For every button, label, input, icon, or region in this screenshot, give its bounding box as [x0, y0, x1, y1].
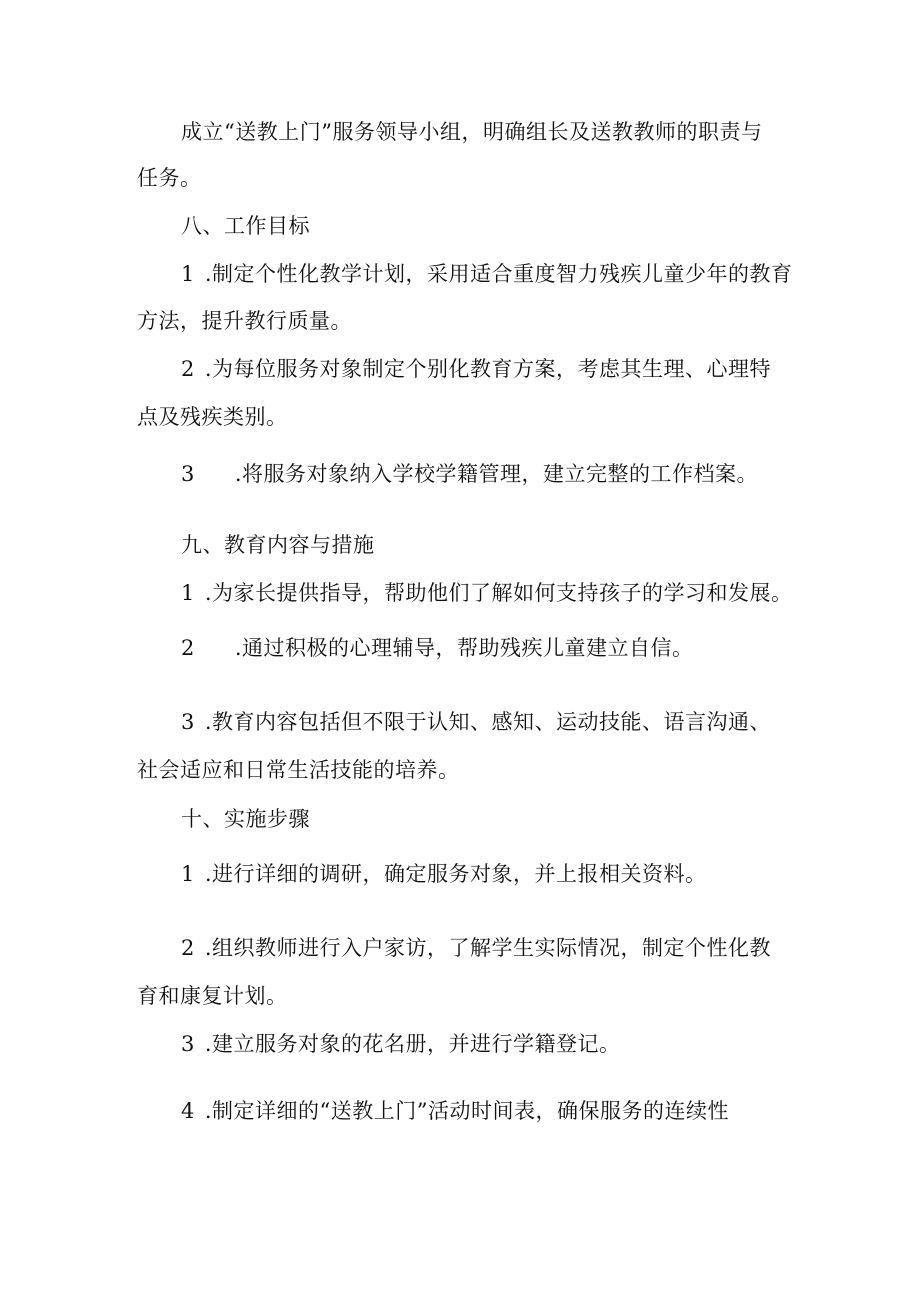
item-number: 2	[181, 636, 195, 660]
paragraph-line: 育和康复计划。	[137, 984, 288, 1008]
step-item-2	[181, 934, 771, 962]
item-text: .制定详细的“送教上门”活动时间表，确保服务的连续性	[204, 1099, 730, 1123]
item-number: 4	[181, 1099, 195, 1123]
item-number: 3	[181, 1032, 195, 1056]
section-heading-9: 九、教育内容与措施	[181, 533, 375, 557]
item-number: 1	[181, 862, 195, 886]
measure-item-2	[181, 634, 694, 662]
goal-item-3	[181, 460, 758, 488]
paragraph-line: 社会适应和日常生活技能的培养。	[137, 758, 460, 782]
item-text: .教育内容包括但不限于认知、感知、运动技能、语言沟通、	[204, 710, 772, 734]
paragraph-line: 方法，提升教行质量。	[137, 309, 352, 333]
item-text: .进行详细的调研，确定服务对象，并上报相关资料。	[204, 862, 707, 886]
paragraph-line: 成立“送教上门”服务领导小组，明确组长及送教教师的职责与	[181, 120, 763, 144]
paragraph-line: 点及残疾类别。	[137, 405, 288, 429]
step-item-1	[181, 860, 707, 888]
item-number: 1	[181, 581, 195, 605]
measure-item-1	[181, 579, 793, 607]
item-number: 3	[181, 710, 195, 734]
paragraph-line: 任务。	[137, 166, 202, 190]
goal-item-1	[181, 260, 793, 288]
step-item-3	[181, 1030, 621, 1058]
goal-item-2	[181, 355, 771, 383]
item-text: .组织教师进行入户家访，了解学生实际情况，制定个性化教	[204, 936, 772, 960]
item-text: .为每位服务对象制定个别化教育方案，考虑其生理、心理特	[204, 357, 772, 381]
section-heading-10: 十、实施步骤	[181, 807, 310, 831]
item-number: 2	[181, 357, 195, 381]
measure-item-3	[181, 708, 771, 736]
item-text: .将服务对象纳入学校学籍管理，建立完整的工作档案。	[234, 462, 759, 486]
item-text: .建立服务对象的花名册，并进行学籍登记。	[204, 1032, 621, 1056]
item-text: .通过积极的心理辅导，帮助残疾儿童建立自信。	[234, 636, 694, 660]
item-number: 1	[181, 262, 195, 286]
item-number: 2	[181, 936, 195, 960]
item-number: 3	[181, 462, 195, 486]
step-item-4	[181, 1097, 729, 1125]
section-heading-8: 八、工作目标	[181, 214, 310, 238]
item-text: .制定个性化教学计划，采用适合重度智力残疾儿童少年的教育	[204, 262, 793, 286]
item-text: .为家长提供指导，帮助他们了解如何支持孩子的学习和发展。	[204, 581, 793, 605]
